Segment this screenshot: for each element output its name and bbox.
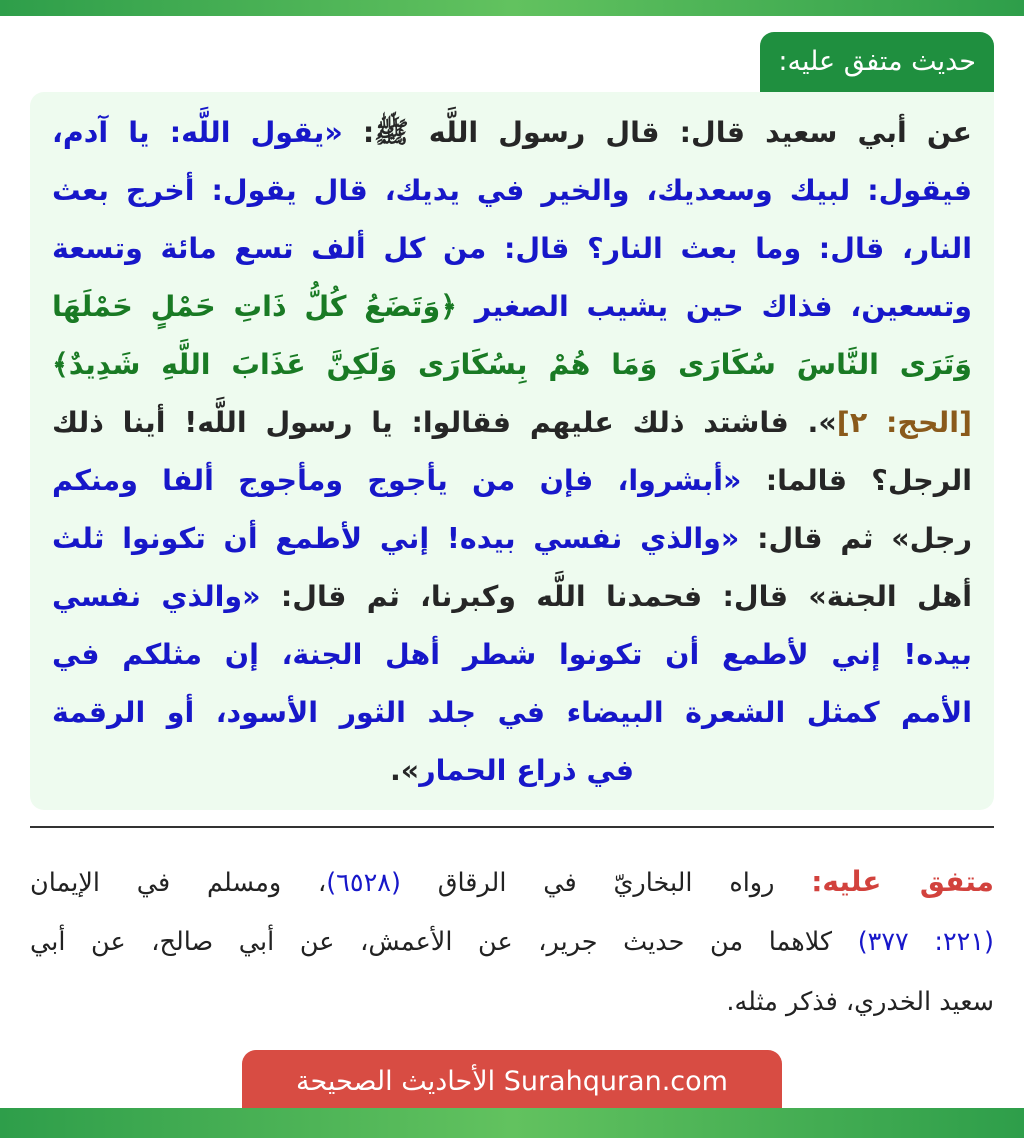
hadith-line xyxy=(52,220,972,278)
source-line-2 xyxy=(30,912,994,972)
site-badge[interactable] xyxy=(242,1050,782,1110)
hadith-segment: الرجل؟ قالما: xyxy=(741,464,972,497)
hadith-line xyxy=(52,510,972,568)
source-text: ، ومسلم في الإيمان xyxy=(30,868,327,898)
hadith-segment: ». فاشتد ذلك عليهم فقالوا: يا رسول اللَّه! أينا ذلك xyxy=(52,406,837,439)
source-number: (٦٥٢٨) xyxy=(326,868,401,898)
divider xyxy=(30,826,994,828)
hadith-segment: وتسعين، فذاك حين يشيب الصغير xyxy=(456,290,972,323)
hadith-segment: وَتَرَى النَّاسَ سُكَارَى وَمَا هُمْ بِسُكَارَى وَلَكِنَّ عَذَابَ اللَّهِ شَدِيدٌ﴾ xyxy=(52,348,972,381)
hadith-segment: «والذي نفسي بيده! إني لأطمع أن تكونوا ثلث xyxy=(52,522,740,555)
hadith-segment: الأمم كمثل الشعرة البيضاء في جلد الثور الأسود، أو الرقمة xyxy=(52,696,972,729)
bottom-accent-bar xyxy=(0,1108,1024,1138)
hadith-segment: عن أبي سعيد قال: قال رسول اللَّه ﷺ: xyxy=(342,116,972,149)
hadith-segment: «والذي نفسي xyxy=(52,580,261,613)
source-text: كلاهما من حديث جرير، عن الأعمش، عن أبي صالح، عن أبي xyxy=(30,927,858,957)
hadith-line xyxy=(52,104,972,162)
hadith-line xyxy=(52,568,972,626)
source-line-3: سعيد الخدري، فذكر مثله. xyxy=(726,987,994,1017)
hadith-text-box xyxy=(30,92,994,810)
source-label: متفق عليه: xyxy=(811,865,994,898)
source-text: رواه البخاريّ في الرقاق xyxy=(400,868,812,898)
hadith-segment: «يقول اللَّه: يا آدم، xyxy=(52,116,343,149)
hadith-segment: «أبشروا، فإن من يأجوج ومأجوج ألفا ومنكم xyxy=(52,464,742,497)
source-citation xyxy=(30,852,994,1032)
hadith-segment: ﴿وَتَضَعُ كُلُّ ذَاتِ حَمْلٍ حَمْلَهَا xyxy=(52,290,457,323)
source-number: (٢٢١: ٣٧٧) xyxy=(857,927,994,957)
site-name: الأحاديث الصحيحة Surahquran.com xyxy=(296,1066,728,1097)
hadith-segment: بيده! إني لأطمع أن تكونوا شطر أهل الجنة، إن مثلكم في xyxy=(52,638,972,671)
source-line-1 xyxy=(30,852,994,912)
hadith-segment: ». xyxy=(389,754,420,787)
hadith-line xyxy=(52,452,972,510)
hadith-segment: [الحج: ٢] xyxy=(836,406,972,439)
hadith-line xyxy=(52,336,972,394)
hadith-segment: فيقول: لبيك وسعديك، والخير في يديك، قال يقول: أخرج بعث xyxy=(52,174,972,207)
hadith-line xyxy=(52,626,972,684)
hadith-segment: رجل» ثم قال: xyxy=(739,522,972,555)
hadith-line xyxy=(52,278,972,336)
hadith-line xyxy=(52,162,972,220)
hadith-segment: أهل الجنة» قال: فحمدنا اللَّه وكبرنا، ثم قال: xyxy=(260,580,972,613)
hadith-line xyxy=(52,684,972,742)
hadith-line xyxy=(52,394,972,452)
hadith-type-label: حديث متفق عليه: xyxy=(760,32,994,92)
hadith-segment: النار، قال: وما بعث النار؟ قال: من كل ألف تسع مائة وتسعة xyxy=(52,232,972,265)
top-accent-bar xyxy=(0,0,1024,16)
hadith-line xyxy=(52,742,972,800)
hadith-segment: في ذراع الحمار xyxy=(419,754,635,787)
